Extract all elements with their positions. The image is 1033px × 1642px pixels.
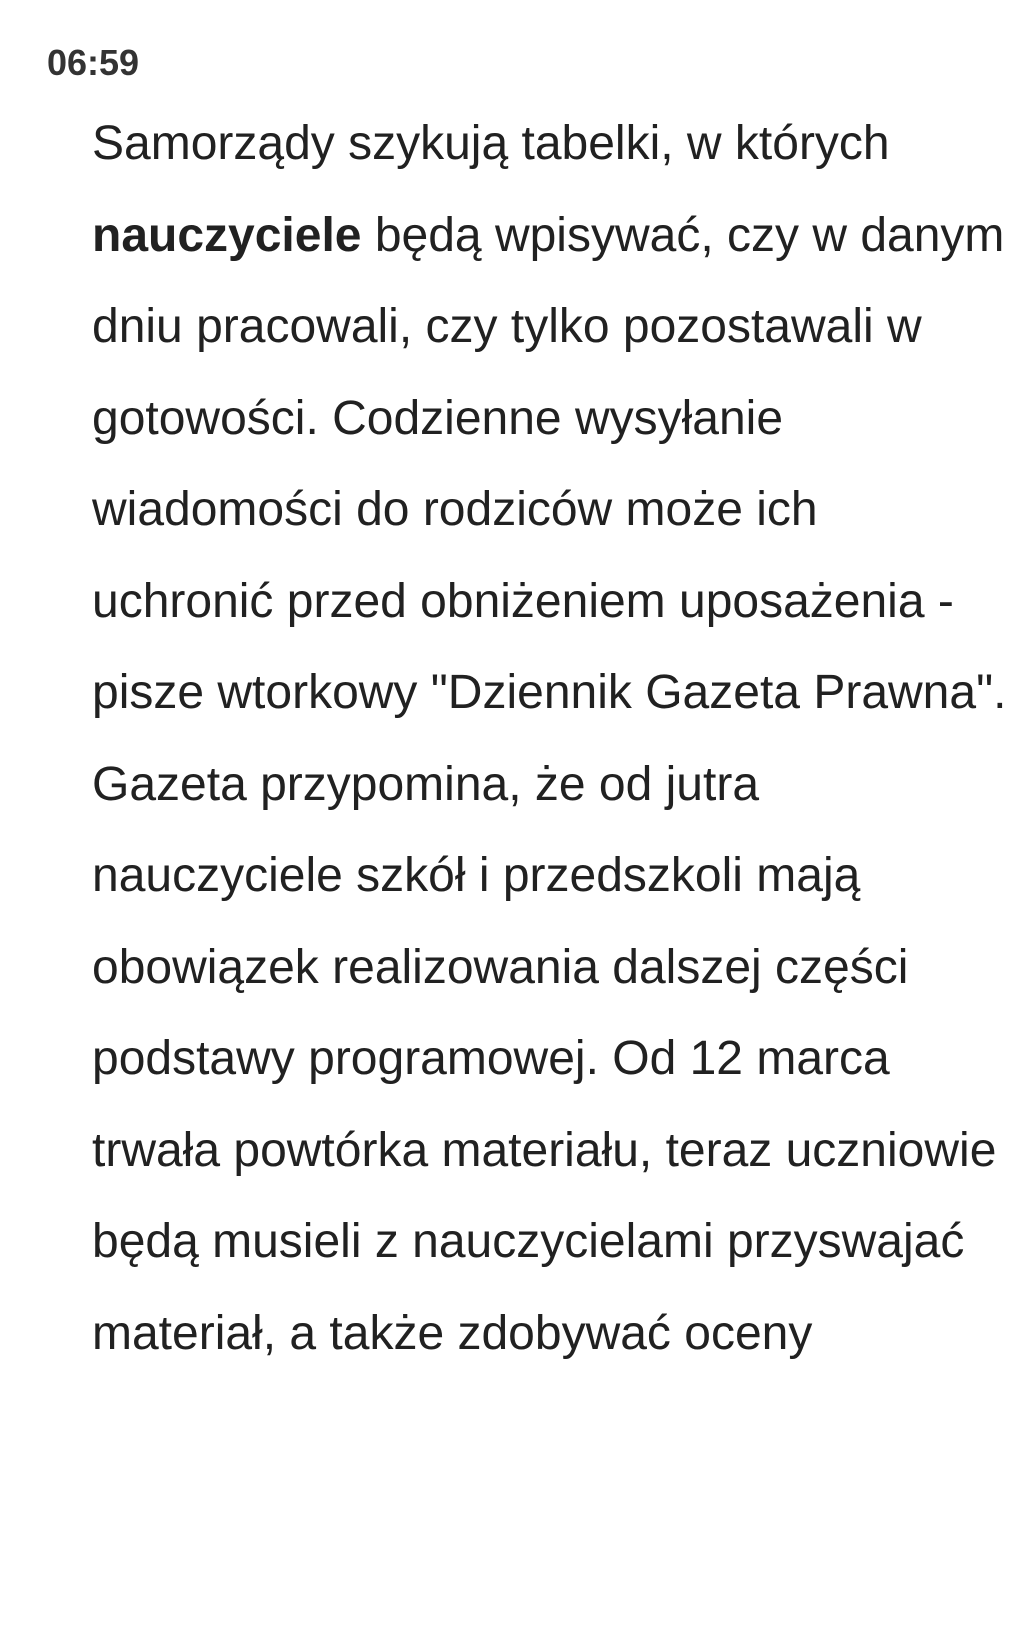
article-body[interactable] bbox=[92, 98, 1012, 1379]
status-time: 06:59 bbox=[47, 42, 140, 83]
article-bold-keyword: nauczyciele bbox=[92, 208, 362, 262]
status-bar bbox=[47, 38, 139, 88]
article-text-intro: Samorządy szykują tabelki, w których bbox=[92, 117, 890, 170]
article-paragraph bbox=[92, 98, 1012, 1379]
article-text-body: będą wpisywać, czy w danym dniu pracowali, czy tylko pozostawali w gotowości. Codzienne wysyłanie wiadomości do rodziców może ich uchronić przed obniżeniem uposażenia - pisze wtorkowy "Dziennik Gazeta Prawna". Gazeta przypomina, że od jutra nauczyciele szkół i przedszkoli mają obowiązek realizowania dalszej części podstawy programowej. Od 12 marca trwała powtórka materiału, teraz uczniowie będą musieli z nauczycielami przyswajać materiał, a także zdobywać oceny bbox=[92, 208, 1007, 1360]
